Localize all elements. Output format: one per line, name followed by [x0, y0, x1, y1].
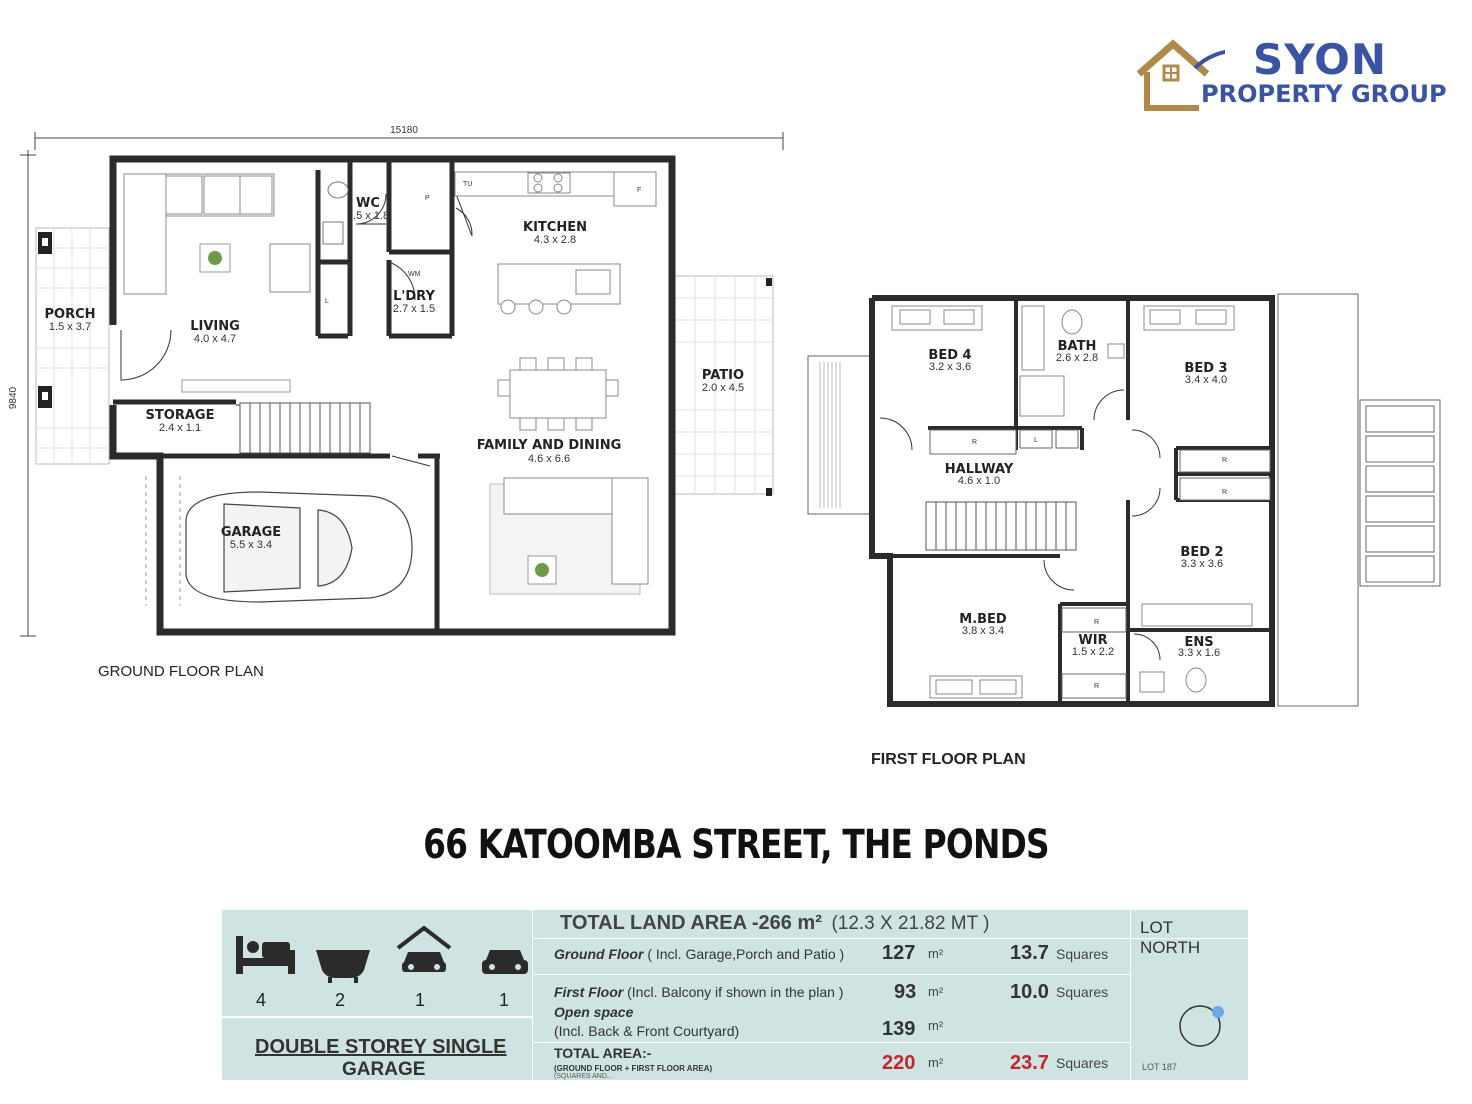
- open-space-note: (Incl. Back & Front Courtyard): [554, 1023, 740, 1039]
- panel-divider: [532, 910, 533, 1080]
- robe-marker-wir2: R: [1094, 683, 1100, 690]
- ground-m2: 127: [882, 942, 916, 964]
- balcony-left: [808, 356, 872, 514]
- panel-divider: [532, 1042, 1130, 1043]
- brand-tagline: PROPERTY GROUP: [1201, 80, 1447, 108]
- patio-dim: 2.0 x 4.5: [701, 382, 745, 394]
- first-m2: 93: [894, 981, 917, 1003]
- bed2-name: BED 2: [1180, 545, 1224, 560]
- ground-squares: 13.7: [1010, 942, 1049, 964]
- garage-icon: [396, 922, 452, 978]
- total-m2: 220: [882, 1052, 916, 1074]
- laundry-dim: 2.7 x 1.5: [392, 303, 436, 315]
- wc-toilet-icon: [323, 182, 348, 244]
- home-type-line1: DOUBLE STOREY SINGLE: [255, 1036, 507, 1058]
- family-name: FAMILY AND DINING: [476, 438, 622, 453]
- ground-floor-row-label: Ground Floor: [554, 946, 644, 962]
- patio-name: PATIO: [701, 368, 745, 383]
- porch-name: PORCH: [44, 307, 96, 322]
- robe-marker-bed2: R: [1222, 489, 1228, 496]
- wc-name: WC: [356, 196, 380, 211]
- bathroom-count: 2: [335, 990, 346, 1010]
- bed4-name: BED 4: [928, 348, 972, 363]
- storage-dim: 2.4 x 1.1: [158, 422, 202, 434]
- total-m2-unit: m²: [928, 1055, 944, 1070]
- total-land-area: [560, 912, 990, 935]
- first-m2-unit: m²: [928, 984, 944, 999]
- bed4-dim: 3.2 x 3.6: [928, 361, 972, 373]
- hallway-dim: 4.6 x 1.0: [957, 475, 1001, 487]
- bed2-dim: 3.3 x 3.6: [1180, 558, 1224, 570]
- bed3-dim: 3.4 x 4.0: [1184, 374, 1228, 386]
- brand-logo: [1135, 36, 1455, 116]
- lot-label: LOT: [1140, 918, 1174, 937]
- bed3-name: BED 3: [1184, 361, 1228, 376]
- ground-floor-row: [554, 946, 844, 962]
- car-icon: [186, 492, 412, 602]
- robe-marker-wir1: R: [1094, 619, 1100, 626]
- mbed-name: M.BED: [959, 612, 1007, 627]
- laundry-name: L'DRY: [393, 289, 435, 304]
- living-sofa: [124, 174, 310, 294]
- plant-icon: [200, 244, 230, 272]
- total-area-note: (GROUND FLOOR + FIRST FLOOR AREA): [554, 1064, 713, 1073]
- porch-area: [36, 228, 109, 464]
- right-awning: [1278, 294, 1440, 706]
- wir-name: WIR: [1078, 633, 1108, 648]
- living-dim: 4.0 x 4.7: [193, 333, 237, 345]
- first-squares-unit: Squares: [1056, 984, 1109, 1000]
- kitchen-name: KITCHEN: [523, 220, 587, 235]
- north-compass-icon: [1172, 998, 1232, 1058]
- first-floor-plan: [800, 280, 1450, 720]
- linen-marker-first: L: [1034, 437, 1038, 444]
- total-squares: 23.7: [1010, 1052, 1049, 1074]
- robe-marker-bed3: R: [1222, 457, 1228, 464]
- first-floor-row-label: First Floor: [554, 984, 624, 1000]
- open-space-label: Open space: [554, 1004, 634, 1020]
- open-m2: 139: [882, 1018, 916, 1040]
- total-area-note2: (SQUARES AND...: [554, 1073, 613, 1080]
- dining-table: [498, 358, 618, 430]
- first-stairs: [926, 502, 1076, 550]
- first-floor-row-note: (Incl. Balcony if shown in the plan ): [627, 984, 844, 1000]
- ground-squares-unit: Squares: [1056, 946, 1109, 962]
- ground-floor-row-note: ( Incl. Garage,Porch and Patio ): [647, 946, 845, 962]
- total-squares-unit: Squares: [1056, 1055, 1109, 1071]
- mbed-dim: 3.8 x 3.4: [961, 625, 1005, 637]
- robe-marker-bed4: R: [972, 439, 978, 446]
- wm-marker: WM: [408, 271, 421, 278]
- linen-marker: L: [325, 298, 329, 305]
- ground-depth-dimension: 9840: [8, 386, 19, 410]
- storage-name: STORAGE: [145, 408, 215, 423]
- total-land-area-value: TOTAL LAND AREA -266 m²: [560, 912, 822, 934]
- plant-icon-family: [528, 556, 556, 584]
- fridge-marker: F: [637, 187, 642, 194]
- kitchen-dim: 4.3 x 2.8: [533, 234, 577, 246]
- info-panel: [222, 910, 1248, 1080]
- ground-width-dimension: 15180: [390, 125, 418, 136]
- north-label: NORTH: [1140, 938, 1201, 957]
- pantry-marker: P: [425, 195, 430, 202]
- bedroom-count: 4: [256, 990, 267, 1010]
- first-squares: 10.0: [1010, 981, 1049, 1003]
- ens-name: ENS: [1184, 635, 1214, 650]
- panel-divider: [532, 938, 1130, 939]
- garage-dim: 5.5 x 3.4: [229, 539, 273, 551]
- hallway-name: HALLWAY: [944, 462, 1014, 477]
- ground-floor-plan: [0, 100, 800, 700]
- garage-name: GARAGE: [220, 525, 282, 540]
- living-name: LIVING: [190, 319, 240, 334]
- first-floor-label: FIRST FLOOR PLAN: [871, 751, 1026, 768]
- wc-dim: 1.5 x 1.8: [346, 210, 390, 222]
- total-area-label: TOTAL AREA:-: [554, 1045, 652, 1061]
- garage-count: 1: [415, 990, 426, 1010]
- car-count: 1: [499, 990, 510, 1010]
- bed-icon: [234, 932, 296, 978]
- open-m2-unit: m²: [928, 1018, 944, 1033]
- panel-divider: [222, 1016, 532, 1018]
- bath-icon: [314, 944, 374, 984]
- ground-floor-label: GROUND FLOOR PLAN: [98, 663, 264, 680]
- family-dim: 4.6 x 6.6: [527, 453, 571, 465]
- home-type-line2: GARAGE: [342, 1059, 426, 1080]
- bath-name: BATH: [1057, 339, 1097, 354]
- total-land-dims: (12.3 X 21.82 MT ): [831, 913, 990, 934]
- porch-dim: 1.5 x 3.7: [48, 321, 92, 333]
- first-floor-row: [554, 984, 843, 1000]
- panel-divider: [1130, 910, 1131, 1080]
- wir-dim: 1.5 x 2.2: [1071, 646, 1115, 658]
- car-count-icon: [480, 946, 530, 980]
- tu-marker: TU: [463, 181, 473, 188]
- ens-dim: 3.3 x 1.6: [1177, 647, 1221, 659]
- property-address: 66 KATOOMBA STREET, THE PONDS: [423, 822, 1049, 868]
- bath-dim: 2.6 x 2.8: [1055, 352, 1099, 364]
- ground-m2-unit: m²: [928, 946, 944, 961]
- ground-stairs: [240, 403, 370, 453]
- lot-number: LOT 187: [1142, 1062, 1177, 1072]
- panel-divider: [532, 974, 1130, 975]
- family-sofa: [490, 478, 648, 594]
- brand-name: SYON: [1253, 35, 1388, 84]
